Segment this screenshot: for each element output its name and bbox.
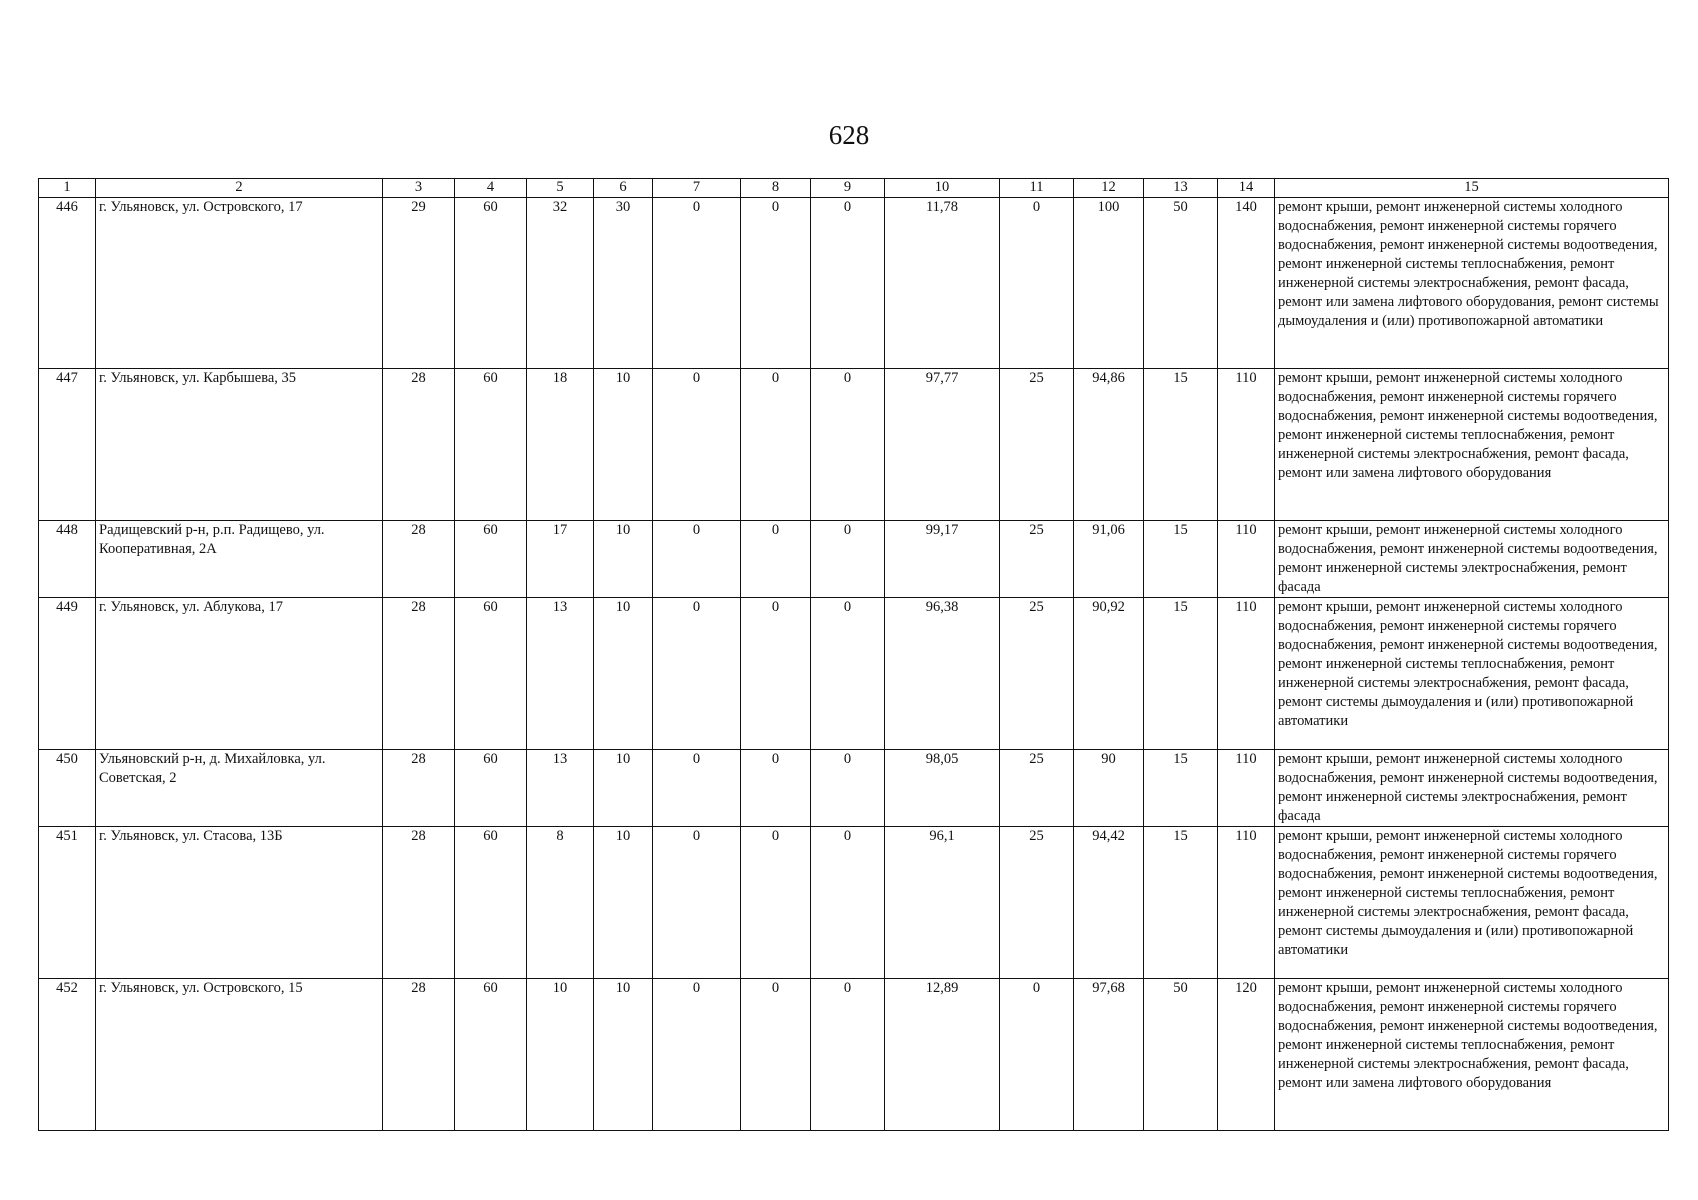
table-cell: 60 xyxy=(455,750,527,827)
table-cell: 25 xyxy=(1000,598,1074,750)
row-number: 451 xyxy=(39,827,96,979)
table-cell: 28 xyxy=(383,369,455,521)
table-cell: 15 xyxy=(1144,521,1218,598)
table-cell: 10 xyxy=(594,979,653,1131)
table-cell: 0 xyxy=(1000,198,1074,369)
table-row xyxy=(39,827,1669,979)
table-cell: 110 xyxy=(1218,521,1275,598)
table-cell: 110 xyxy=(1218,598,1275,750)
table-row xyxy=(39,598,1669,750)
table-cell: 91,06 xyxy=(1074,521,1144,598)
repair-works-cell: ремонт крыши, ремонт инженерной системы холодного водоснабжения, ремонт инженерной системы водоотведения, ремонт инженерной системы электроснабжения, ремонт фасада xyxy=(1275,521,1669,598)
table-cell: 18 xyxy=(527,369,594,521)
table-cell: 10 xyxy=(594,598,653,750)
table-cell: 97,77 xyxy=(885,369,1000,521)
table-cell: 60 xyxy=(455,521,527,598)
column-header: 1 xyxy=(39,179,96,198)
repair-works-cell: ремонт крыши, ремонт инженерной системы холодного водоснабжения, ремонт инженерной системы водоотведения, ремонт инженерной системы электроснабжения, ремонт фасада xyxy=(1275,750,1669,827)
table-cell: 99,17 xyxy=(885,521,1000,598)
column-header: 11 xyxy=(1000,179,1074,198)
column-header: 4 xyxy=(455,179,527,198)
table-cell: 10 xyxy=(594,521,653,598)
column-number-row xyxy=(39,179,1669,198)
table-cell: 0 xyxy=(653,369,741,521)
table-cell: 98,05 xyxy=(885,750,1000,827)
table-cell: 0 xyxy=(811,827,885,979)
table-row xyxy=(39,198,1669,369)
table-cell: 60 xyxy=(455,198,527,369)
table-cell: 15 xyxy=(1144,598,1218,750)
table-cell: 10 xyxy=(594,750,653,827)
table-cell: 13 xyxy=(527,750,594,827)
table-cell: 25 xyxy=(1000,827,1074,979)
table-cell: 32 xyxy=(527,198,594,369)
repair-works-cell: ремонт крыши, ремонт инженерной системы холодного водоснабжения, ремонт инженерной системы горячего водоснабжения, ремонт инженерной системы водоотведения, ремонт инженерной системы теплоснабжения, ремонт инженерной системы электроснабжения, ремонт фасада, ремонт или замена лифтового оборудования, ремонт системы дымоудаления и (или) противопожарной автоматики xyxy=(1275,198,1669,369)
table-cell: 94,86 xyxy=(1074,369,1144,521)
address-cell: г. Ульяновск, ул. Стасова, 13Б xyxy=(96,827,383,979)
column-header: 5 xyxy=(527,179,594,198)
table-row xyxy=(39,521,1669,598)
table-cell: 15 xyxy=(1144,827,1218,979)
column-header: 7 xyxy=(653,179,741,198)
table-cell: 10 xyxy=(527,979,594,1131)
column-header: 15 xyxy=(1275,179,1669,198)
table-cell: 25 xyxy=(1000,369,1074,521)
table-cell: 50 xyxy=(1144,198,1218,369)
address-cell: г. Ульяновск, ул. Аблукова, 17 xyxy=(96,598,383,750)
row-number: 448 xyxy=(39,521,96,598)
table-cell: 13 xyxy=(527,598,594,750)
table-cell: 90,92 xyxy=(1074,598,1144,750)
table-row xyxy=(39,750,1669,827)
table-cell: 0 xyxy=(741,369,811,521)
table-cell: 0 xyxy=(741,198,811,369)
repair-works-cell: ремонт крыши, ремонт инженерной системы холодного водоснабжения, ремонт инженерной системы горячего водоснабжения, ремонт инженерной системы водоотведения, ремонт инженерной системы теплоснабжения, ремонт инженерной системы электроснабжения, ремонт фасада, ремонт системы дымоудаления и (или) противопожарной автоматики xyxy=(1275,598,1669,750)
column-header: 6 xyxy=(594,179,653,198)
table-cell: 29 xyxy=(383,198,455,369)
column-header: 14 xyxy=(1218,179,1275,198)
table-cell: 0 xyxy=(741,598,811,750)
table-cell: 60 xyxy=(455,598,527,750)
table-cell: 0 xyxy=(811,750,885,827)
table-cell: 120 xyxy=(1218,979,1275,1131)
row-number: 449 xyxy=(39,598,96,750)
column-header: 10 xyxy=(885,179,1000,198)
row-number: 447 xyxy=(39,369,96,521)
table-cell: 110 xyxy=(1218,750,1275,827)
table-cell: 11,78 xyxy=(885,198,1000,369)
column-header: 3 xyxy=(383,179,455,198)
table-cell: 30 xyxy=(594,198,653,369)
column-header: 13 xyxy=(1144,179,1218,198)
table-row xyxy=(39,979,1669,1131)
table-cell: 140 xyxy=(1218,198,1275,369)
row-number: 446 xyxy=(39,198,96,369)
table-cell: 100 xyxy=(1074,198,1144,369)
address-cell: Ульяновский р-н, д. Михайловка, ул. Советская, 2 xyxy=(96,750,383,827)
table-cell: 110 xyxy=(1218,827,1275,979)
table-cell: 96,1 xyxy=(885,827,1000,979)
table-cell: 0 xyxy=(653,598,741,750)
table-cell: 50 xyxy=(1144,979,1218,1131)
table-cell: 0 xyxy=(741,827,811,979)
table-cell: 90 xyxy=(1074,750,1144,827)
repair-works-cell: ремонт крыши, ремонт инженерной системы холодного водоснабжения, ремонт инженерной системы горячего водоснабжения, ремонт инженерной системы водоотведения, ремонт инженерной системы теплоснабжения, ремонт инженерной системы электроснабжения, ремонт фасада, ремонт системы дымоудаления и (или) противопожарной автоматики xyxy=(1275,827,1669,979)
column-header: 9 xyxy=(811,179,885,198)
table-cell: 25 xyxy=(1000,521,1074,598)
column-header: 12 xyxy=(1074,179,1144,198)
table-cell: 110 xyxy=(1218,369,1275,521)
table-cell: 0 xyxy=(811,521,885,598)
table-cell: 17 xyxy=(527,521,594,598)
table-cell: 94,42 xyxy=(1074,827,1144,979)
table-cell: 60 xyxy=(455,827,527,979)
table-cell: 28 xyxy=(383,979,455,1131)
table-cell: 15 xyxy=(1144,369,1218,521)
repair-program-table xyxy=(38,178,1669,1131)
table-cell: 15 xyxy=(1144,750,1218,827)
table-cell: 8 xyxy=(527,827,594,979)
table-cell: 28 xyxy=(383,598,455,750)
column-header: 2 xyxy=(96,179,383,198)
table-cell: 97,68 xyxy=(1074,979,1144,1131)
address-cell: г. Ульяновск, ул. Карбышева, 35 xyxy=(96,369,383,521)
table-cell: 28 xyxy=(383,827,455,979)
table-cell: 25 xyxy=(1000,750,1074,827)
address-cell: г. Ульяновск, ул. Островского, 17 xyxy=(96,198,383,369)
table-cell: 0 xyxy=(811,198,885,369)
address-cell: Радищевский р-н, р.п. Радищево, ул. Кооперативная, 2А xyxy=(96,521,383,598)
table-cell: 0 xyxy=(811,369,885,521)
page-number: 628 xyxy=(828,120,870,150)
table-cell: 28 xyxy=(383,750,455,827)
table-cell: 28 xyxy=(383,521,455,598)
table-cell: 12,89 xyxy=(885,979,1000,1131)
table-cell: 96,38 xyxy=(885,598,1000,750)
address-cell: г. Ульяновск, ул. Островского, 15 xyxy=(96,979,383,1131)
table-cell: 0 xyxy=(653,979,741,1131)
table-cell: 60 xyxy=(455,979,527,1131)
repair-works-cell: ремонт крыши, ремонт инженерной системы холодного водоснабжения, ремонт инженерной системы горячего водоснабжения, ремонт инженерной системы водоотведения, ремонт инженерной системы теплоснабжения, ремонт инженерной системы электроснабжения, ремонт фасада, ремонт или замена лифтового оборудования xyxy=(1275,979,1669,1131)
table-cell: 10 xyxy=(594,369,653,521)
table-cell: 0 xyxy=(653,198,741,369)
row-number: 450 xyxy=(39,750,96,827)
table-cell: 0 xyxy=(811,598,885,750)
repair-works-cell: ремонт крыши, ремонт инженерной системы холодного водоснабжения, ремонт инженерной системы горячего водоснабжения, ремонт инженерной системы водоотведения, ремонт инженерной системы теплоснабжения, ремонт инженерной системы электроснабжения, ремонт фасада, ремонт или замена лифтового оборудования xyxy=(1275,369,1669,521)
column-header: 8 xyxy=(741,179,811,198)
table-row xyxy=(39,369,1669,521)
table-cell: 0 xyxy=(811,979,885,1131)
table-cell: 0 xyxy=(741,750,811,827)
table-cell: 0 xyxy=(741,979,811,1131)
table-cell: 0 xyxy=(653,521,741,598)
table-cell: 0 xyxy=(653,750,741,827)
row-number: 452 xyxy=(39,979,96,1131)
table-cell: 0 xyxy=(653,827,741,979)
table-cell: 10 xyxy=(594,827,653,979)
table-cell: 60 xyxy=(455,369,527,521)
table-cell: 0 xyxy=(1000,979,1074,1131)
table-cell: 0 xyxy=(741,521,811,598)
